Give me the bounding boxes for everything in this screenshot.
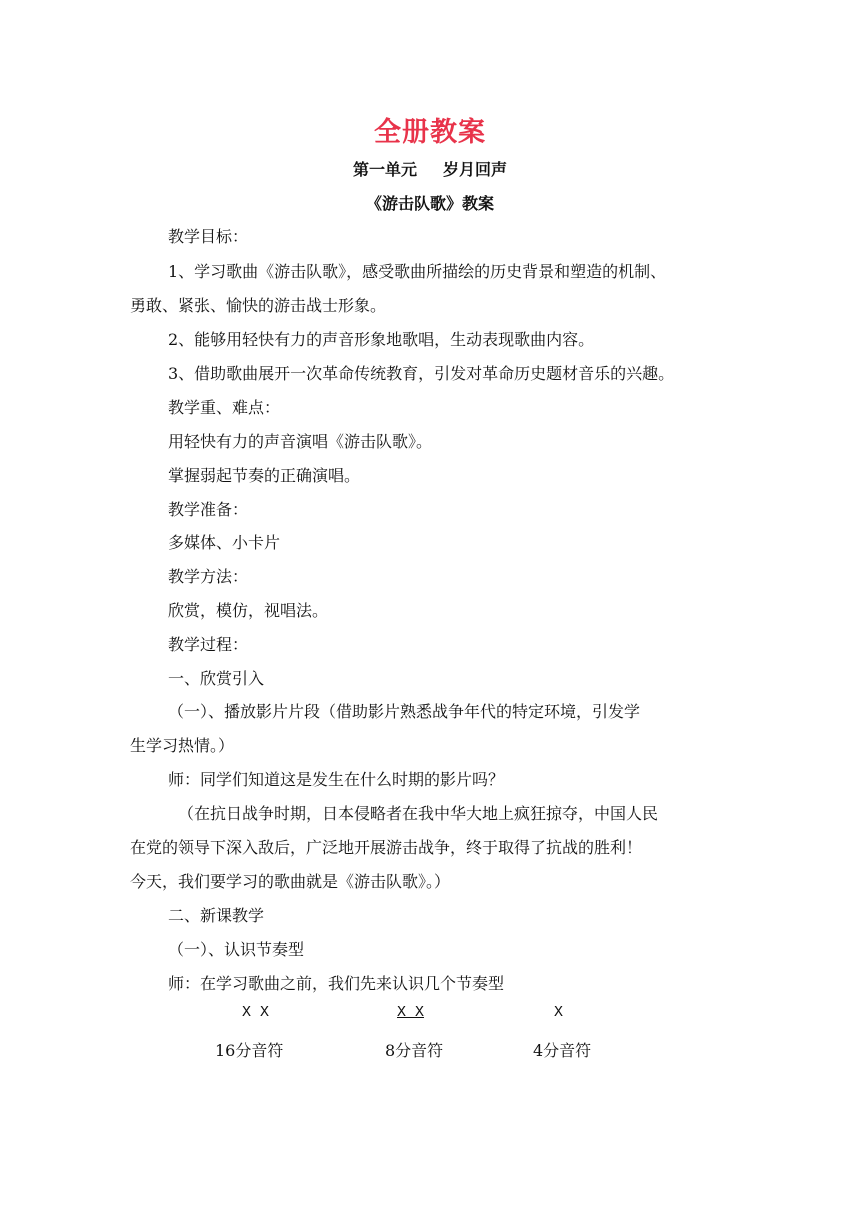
paragraph-line: 教学目标： — [168, 227, 249, 246]
paragraph-line: （在抗日战争时期，日本侵略者在我中华大地上疯狂掠夺，中国人民 — [178, 804, 659, 823]
unit-heading — [0, 157, 860, 180]
paragraph-line: 多媒体、小卡片 — [168, 533, 281, 552]
paragraph-line: （一）、播放影片片段（借助影片熟悉战争年代的特定环境，引发学 — [168, 702, 641, 721]
paragraph-line: 教学方法： — [168, 567, 249, 586]
rhythm-label-quarter: 4分音符 — [533, 1041, 592, 1060]
paragraph-line: 3、借助歌曲展开一次革命传统教育，引发对革命历史题材音乐的兴趣。 — [168, 364, 675, 383]
paragraph-line: 二、新课教学 — [168, 906, 265, 925]
paragraph-line: 1、学习歌曲《游击队歌》，感受歌曲所描绘的历史背景和塑造的机制、 — [168, 262, 667, 281]
rhythm-notation-quarter: X — [554, 1004, 564, 1021]
paragraph-line: 一、欣赏引入 — [168, 669, 265, 688]
paragraph-line: 生学习热情。） — [130, 736, 235, 755]
paragraph-line: 教学过程： — [168, 635, 249, 654]
paragraph-line: 掌握弱起节奏的正确演唱。 — [168, 466, 361, 485]
rhythm-notation-16th: X X — [242, 1004, 270, 1021]
lesson-title: 《游击队歌》教案 — [365, 194, 494, 213]
paragraph-line: （一）、认识节奏型 — [168, 940, 305, 959]
paragraph-line: 欣赏，模仿，视唱法。 — [168, 601, 329, 620]
paragraph-line: 今天，我们要学习的歌曲就是《游击队歌》。） — [130, 872, 451, 891]
paragraph-line: 勇敢、紧张、愉快的游击战士形象。 — [130, 296, 387, 315]
unit-theme: 岁月回声 — [443, 160, 508, 179]
paragraph-line: 教学重、难点： — [168, 398, 281, 417]
document-title: 全册教案 — [374, 117, 486, 148]
rhythm-label-8th: 8分音符 — [385, 1041, 444, 1060]
paragraph-line: 教学准备： — [168, 500, 249, 519]
paragraph-line: 在党的领导下深入敌后，广泛地开展游击战争，终于取得了抗战的胜利！ — [130, 838, 643, 857]
paragraph-line: 用轻快有力的声音演唱《游击队歌》。 — [168, 432, 433, 451]
paragraph-line: 2、能够用轻快有力的声音形象地歌唱，生动表现歌曲内容。 — [168, 330, 595, 349]
paragraph-line: 师：在学习歌曲之前，我们先来认识几个节奏型 — [168, 974, 505, 993]
paragraph-line: 师：同学们知道这是发生在什么时期的影片吗？ — [168, 770, 505, 789]
unit-name: 第一单元 — [352, 160, 417, 179]
rhythm-label-16th: 16分音符 — [215, 1041, 284, 1060]
rhythm-notation-8th: X X — [397, 1004, 425, 1021]
